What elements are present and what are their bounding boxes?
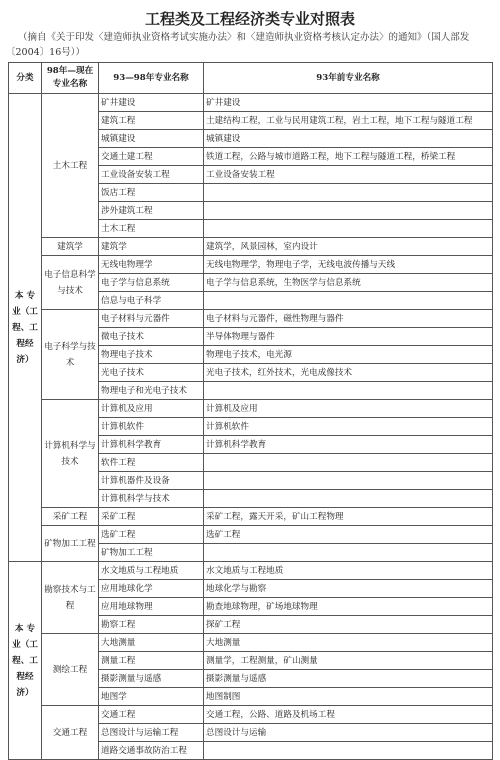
name-pre-93-cell: 铁道工程，公路与城市道路工程，地下工程与隧道工程，桥梁工程 (204, 148, 493, 166)
table-row (9, 634, 493, 652)
name-pre-93-cell: 测量学，工程测量，矿山测量 (204, 652, 493, 670)
name-93-98-cell: 计算机科学与技术 (99, 490, 204, 508)
name-pre-93-cell: 土建结构工程，工业与民用建筑工程，岩土工程，地下工程与隧道工程 (204, 112, 493, 130)
name-93-98-cell: 勘察工程 (99, 616, 204, 634)
major-98-cell: 矿物加工工程 (42, 526, 99, 562)
name-93-98-cell: 光电子技术 (99, 364, 204, 382)
name-pre-93-cell (204, 544, 493, 562)
table-row (9, 562, 493, 580)
category-cell: 本 专 业（工程、工程经济） (9, 562, 42, 760)
table-body (9, 94, 493, 760)
name-pre-93-cell (204, 742, 493, 760)
header-major-98: 98年—现在专业名称 (42, 63, 99, 94)
name-93-98-cell: 计算机及应用 (99, 400, 204, 418)
name-pre-93-cell: 计算机及应用 (204, 400, 493, 418)
name-93-98-cell: 交通工程 (99, 706, 204, 724)
major-98-cell: 建筑学 (42, 238, 99, 256)
name-pre-93-cell: 半导体物理与器件 (204, 328, 493, 346)
major-98-cell: 采矿工程 (42, 508, 99, 526)
major-98-cell: 土木工程 (42, 94, 99, 238)
name-pre-93-cell: 地球化学与勘察 (204, 580, 493, 598)
name-pre-93-cell: 大地测量 (204, 634, 493, 652)
name-93-98-cell: 选矿工程 (99, 526, 204, 544)
major-98-cell: 交通工程 (42, 706, 99, 760)
name-pre-93-cell (204, 454, 493, 472)
name-93-98-cell: 矿物加工工程 (99, 544, 204, 562)
name-pre-93-cell (204, 490, 493, 508)
major-98-cell: 电子信息科学与技术 (42, 256, 99, 310)
name-pre-93-cell: 电子材料与元器件，磁性物理与器件 (204, 310, 493, 328)
name-93-98-cell: 饭店工程 (99, 184, 204, 202)
name-pre-93-cell: 水文地质与工程地质 (204, 562, 493, 580)
table-header-row (9, 63, 493, 94)
name-93-98-cell: 水文地质与工程地质 (99, 562, 204, 580)
header-name-pre-93: 93年前专业名称 (204, 63, 493, 94)
name-pre-93-cell (204, 292, 493, 310)
name-pre-93-cell: 勘查地球物理，矿场地球物理 (204, 598, 493, 616)
name-93-98-cell: 采矿工程 (99, 508, 204, 526)
name-93-98-cell: 工业设备安装工程 (99, 166, 204, 184)
name-pre-93-cell (204, 382, 493, 400)
table-row (9, 238, 493, 256)
name-93-98-cell: 大地测量 (99, 634, 204, 652)
table-row (9, 94, 493, 112)
name-pre-93-cell (204, 472, 493, 490)
name-93-98-cell: 物理电子和光电子技术 (99, 382, 204, 400)
name-93-98-cell: 建筑工程 (99, 112, 204, 130)
document-title: 工程类及工程经济类专业对照表 (144, 10, 355, 28)
name-93-98-cell: 涉外建筑工程 (99, 202, 204, 220)
name-pre-93-cell: 物理电子技术，电光源 (204, 346, 493, 364)
name-93-98-cell: 城镇建设 (99, 130, 204, 148)
name-pre-93-cell: 探矿工程 (204, 616, 493, 634)
name-93-98-cell: 软件工程 (99, 454, 204, 472)
name-pre-93-cell: 选矿工程 (204, 526, 493, 544)
name-pre-93-cell: 建筑学，风景园林，室内设计 (204, 238, 493, 256)
name-93-98-cell: 道路交通事故防治工程 (99, 742, 204, 760)
name-pre-93-cell: 城镇建设 (204, 130, 493, 148)
name-93-98-cell: 无线电物理学 (99, 256, 204, 274)
name-93-98-cell: 物理电子技术 (99, 346, 204, 364)
name-pre-93-cell: 矿井建设 (204, 94, 493, 112)
major-98-cell: 勘察技术与工程 (42, 562, 99, 634)
name-93-98-cell: 建筑学 (99, 238, 204, 256)
name-pre-93-cell: 无线电物理学，物理电子学，无线电波传播与天线 (204, 256, 493, 274)
name-93-98-cell: 矿井建设 (99, 94, 204, 112)
table-row (9, 706, 493, 724)
name-93-98-cell: 应用地球物理 (99, 598, 204, 616)
name-93-98-cell: 摄影测量与遥感 (99, 670, 204, 688)
name-93-98-cell: 土木工程 (99, 220, 204, 238)
name-93-98-cell: 应用地球化学 (99, 580, 204, 598)
name-pre-93-cell (204, 202, 493, 220)
major-98-cell: 测绘工程 (42, 634, 99, 706)
name-93-98-cell: 交通土建工程 (99, 148, 204, 166)
name-93-98-cell: 总图设计与运输工程 (99, 724, 204, 742)
name-93-98-cell: 微电子技术 (99, 328, 204, 346)
table-row (9, 508, 493, 526)
name-pre-93-cell: 电子学与信息系统，生物医学与信息系统 (204, 274, 493, 292)
category-cell: 本 专 业（工程、工程经济） (9, 94, 42, 562)
table-row (9, 526, 493, 544)
name-pre-93-cell: 摄影测量与遥感 (204, 670, 493, 688)
name-93-98-cell: 地图学 (99, 688, 204, 706)
name-93-98-cell: 测量工程 (99, 652, 204, 670)
name-93-98-cell: 计算机软件 (99, 418, 204, 436)
comparison-table (8, 62, 493, 760)
major-98-cell: 电子科学与技术 (42, 310, 99, 400)
table-row (9, 400, 493, 418)
major-98-cell: 计算机科学与技术 (42, 400, 99, 508)
name-pre-93-cell: 总图设计与运输 (204, 724, 493, 742)
name-pre-93-cell: 工业设备安装工程 (204, 166, 493, 184)
name-pre-93-cell: 光电子技术，红外技术，光电成像技术 (204, 364, 493, 382)
table-row (9, 256, 493, 274)
name-pre-93-cell: 计算机软件 (204, 418, 493, 436)
name-pre-93-cell: 地图制图 (204, 688, 493, 706)
header-name-93-98: 93—98年专业名称 (99, 63, 204, 94)
name-93-98-cell: 信息与电子科学 (99, 292, 204, 310)
source-note: （摘自《关于印发〈建造师执业资格考试实施办法〉和〈建造师执业资格考核认定办法〉的通知》（国人部发〔2004〕16号）） (6, 32, 470, 58)
name-93-98-cell: 电子学与信息系统 (99, 274, 204, 292)
name-93-98-cell: 计算机器件及设备 (99, 472, 204, 490)
name-pre-93-cell: 交通工程，公路、道路及机场工程 (204, 706, 493, 724)
name-pre-93-cell (204, 220, 493, 238)
name-93-98-cell: 计算机科学教育 (99, 436, 204, 454)
header-category: 分类 (9, 63, 42, 94)
name-pre-93-cell: 计算机科学教育 (204, 436, 493, 454)
name-pre-93-cell (204, 184, 493, 202)
name-93-98-cell: 电子材料与元器件 (99, 310, 204, 328)
table-row (9, 310, 493, 328)
name-pre-93-cell: 采矿工程，露天开采，矿山工程物理 (204, 508, 493, 526)
